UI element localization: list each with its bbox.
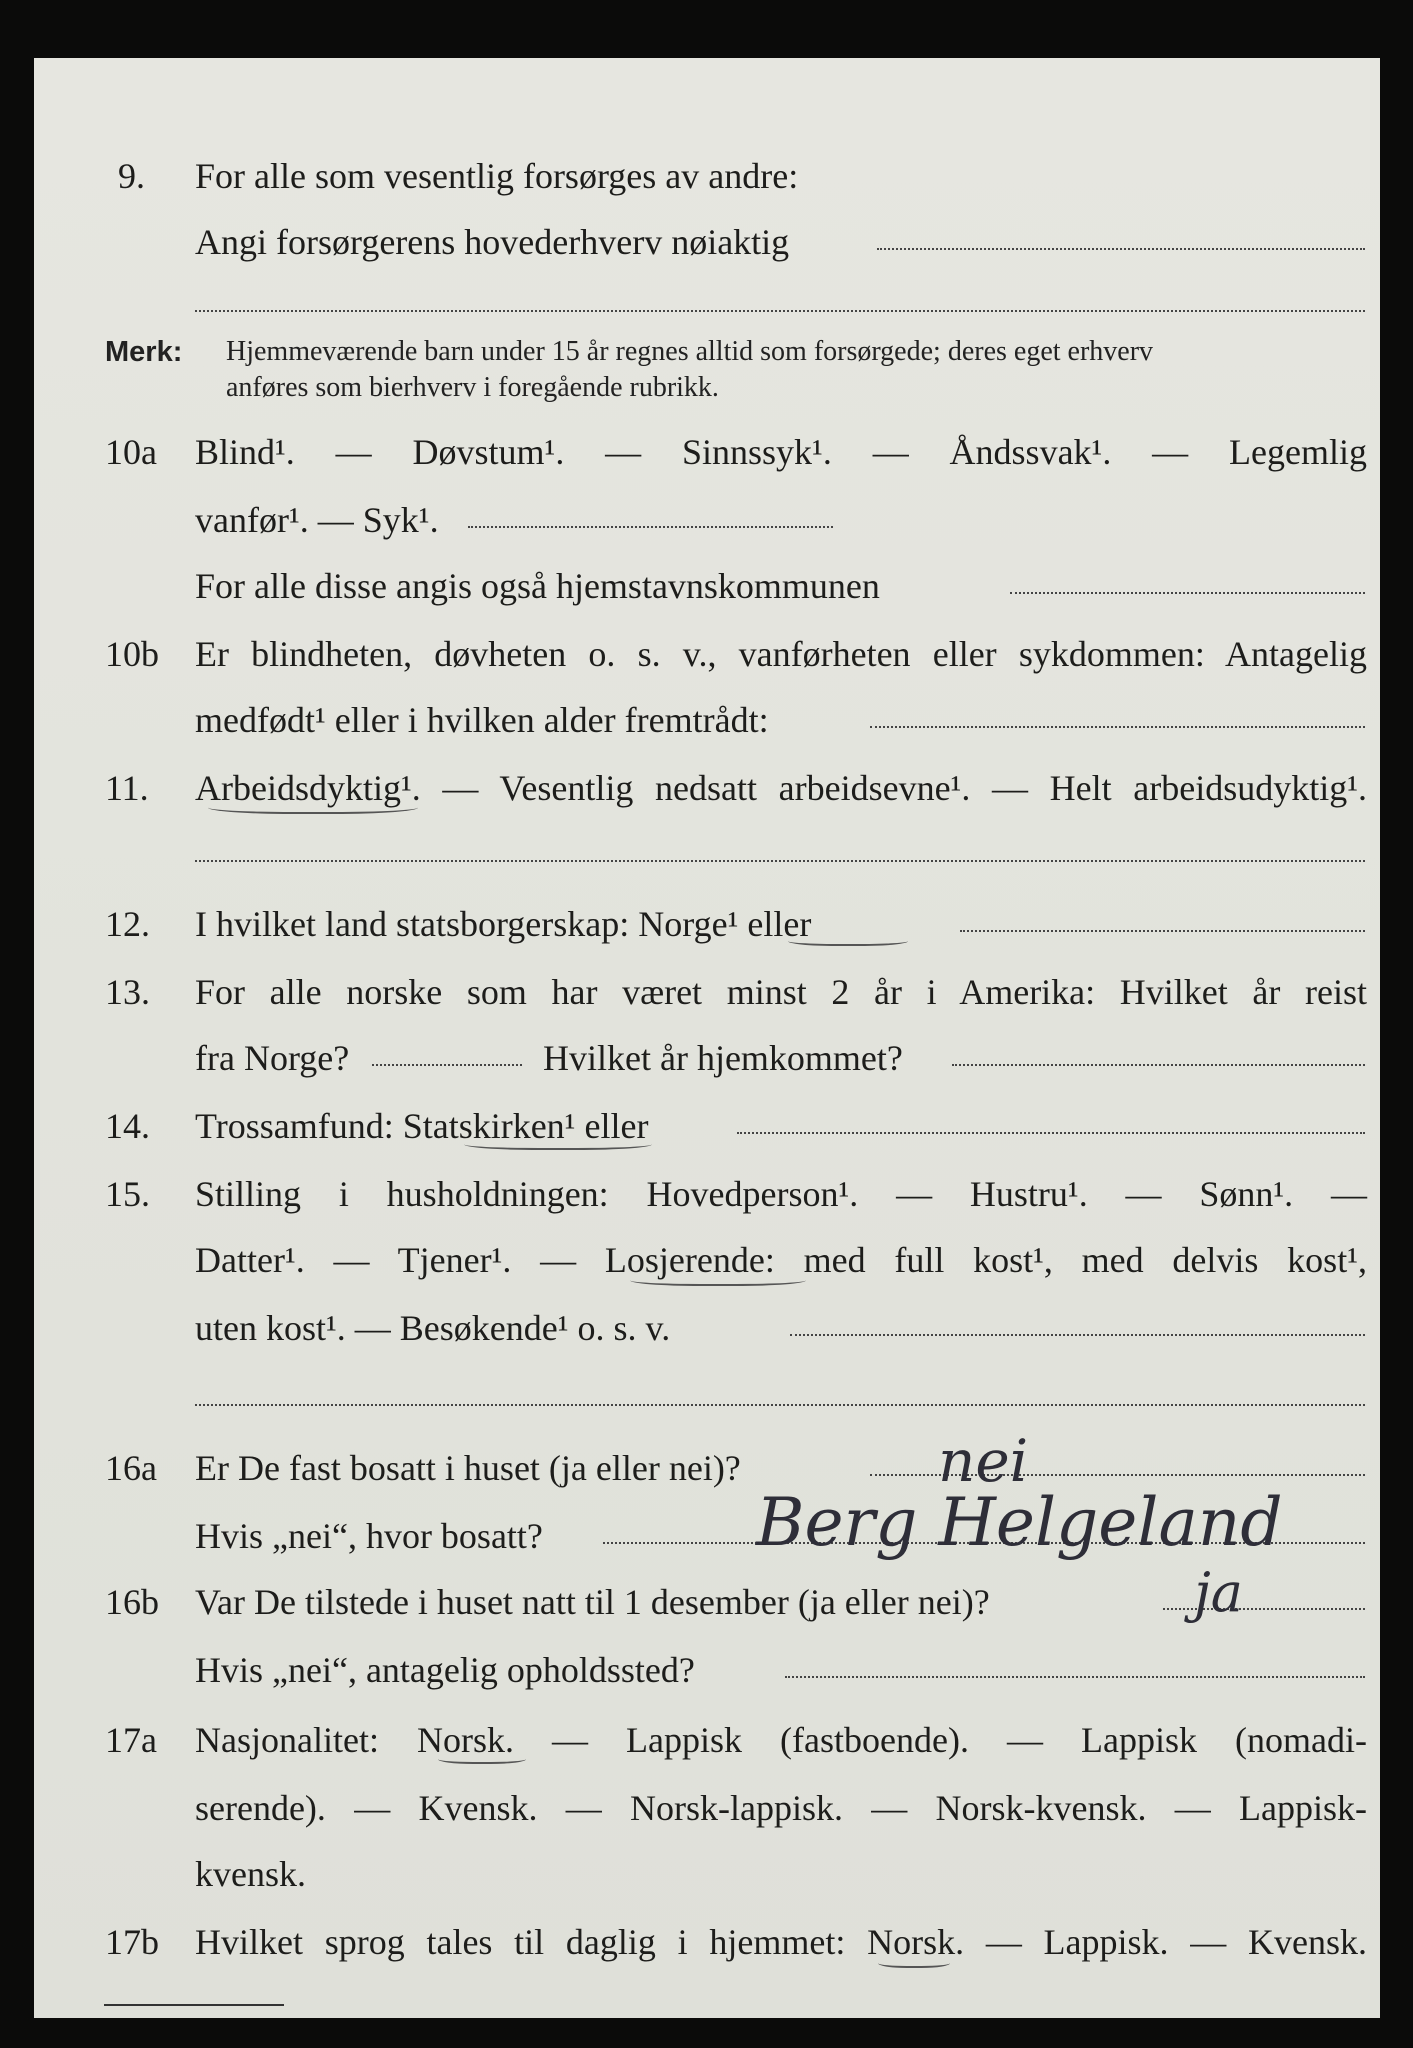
answer-line-12[interactable] (960, 930, 1365, 932)
item-number-16a: 16a (105, 1448, 157, 1488)
item-13-line-2a: fra Norge? (195, 1038, 350, 1078)
answer-line-16b-2[interactable] (785, 1676, 1365, 1678)
handwritten-underline-norge (788, 934, 908, 946)
answer-line-10a-2[interactable] (1010, 592, 1365, 594)
merk-line-2: anføres som bierhverv i foregående rubrikk. (226, 372, 719, 403)
item-13-line-1: For alle norske som har været minst 2 år i Amerika: Hvilket år reist (195, 972, 1367, 1012)
answer-line-15b[interactable] (195, 1404, 1365, 1406)
answer-line-11[interactable] (195, 860, 1365, 862)
item-number-17b: 17b (105, 1922, 159, 1962)
handwritten-underline-arbeidsdyktig (208, 798, 418, 814)
item-11-line-1: Arbeidsdyktig¹. — Vesentlig nedsatt arbeidsevne¹. — Helt arbeidsudyktig¹. (195, 768, 1367, 808)
answer-line-13a[interactable] (372, 1064, 522, 1066)
item-number-11: 11. (105, 768, 149, 808)
handwritten-answer-fast-bosatt: nei (938, 1427, 1029, 1495)
item-number-12: 12. (105, 904, 150, 944)
item-number-15: 15. (105, 1174, 150, 1214)
item-17b-line-1: Hvilket sprog tales til daglig i hjemmet: Norsk. — Lappisk. — Kvensk. (195, 1922, 1367, 1962)
item-10a-line-3: For alle disse angis også hjemstavnskommunen (195, 566, 880, 606)
item-15-line-3: uten kost¹. — Besøkende¹ o. s. v. (195, 1308, 671, 1348)
item-16b-line-2: Hvis „nei“, antagelig opholdssted? (195, 1650, 695, 1690)
merk-label: Merk: (105, 336, 183, 368)
handwritten-answer-tilstede: ja (1194, 1561, 1243, 1624)
item-17a-line-2: serende). — Kvensk. — Norsk-lappisk. — Norsk-kvensk. — Lappisk- (195, 1788, 1367, 1828)
item-13-line-2b: Hvilket år hjemkommet? (543, 1038, 903, 1078)
item-9-line-1: For alle som vesentlig forsørges av andre: (195, 156, 799, 196)
answer-line-9a[interactable] (877, 248, 1365, 250)
item-number-10b: 10b (105, 634, 159, 674)
item-10a-line-2: vanfør¹. — Syk¹. (195, 500, 439, 540)
handwritten-underline-norsk-1 (438, 1752, 526, 1764)
item-17a-line-1: Nasjonalitet: Norsk. — Lappisk (fastboende). — Lappisk (nomadi- (195, 1720, 1367, 1760)
item-number-9: 9. (118, 156, 145, 196)
item-10a-line-1: Blind¹. — Døvstum¹. — Sinnssyk¹. — Åndssvak¹. — Legemlig (195, 432, 1367, 472)
item-10b-line-2: medfødt¹ eller i hvilken alder fremtrådt: (195, 700, 769, 740)
item-number-13: 13. (105, 972, 150, 1012)
answer-line-10a-1[interactable] (468, 526, 833, 528)
item-number-10a: 10a (105, 432, 157, 472)
item-9-line-2: Angi forsørgerens hovederhverv nøiaktig (195, 222, 790, 262)
item-15-line-2: Datter¹. — Tjener¹. — Losjerende: med full kost¹, med delvis kost¹, (195, 1240, 1367, 1280)
answer-line-13b[interactable] (952, 1064, 1365, 1066)
item-number-16b: 16b (105, 1582, 159, 1622)
handwritten-answer-bosatt: Berg Helgeland (756, 1484, 1283, 1561)
item-number-17a: 17a (105, 1720, 157, 1760)
item-14-line-1: Trossamfund: Statskirken¹ eller (195, 1106, 649, 1146)
item-16a-line-1: Er De fast bosatt i huset (ja eller nei)? (195, 1448, 741, 1488)
handwritten-underline-losjerende (630, 1272, 806, 1286)
footnote-rule (104, 2004, 284, 2006)
handwritten-underline-norsk-2 (878, 1956, 950, 1968)
item-17a-line-3: kvensk. (195, 1854, 306, 1894)
item-10b-line-1: Er blindheten, døvheten o. s. v., vanførheten eller sykdommen: Antagelig (195, 634, 1367, 674)
answer-line-9b[interactable] (195, 310, 1365, 312)
answer-line-14[interactable] (737, 1132, 1365, 1134)
item-16a-line-2: Hvis „nei“, hvor bosatt? (195, 1516, 543, 1556)
item-number-14: 14. (105, 1106, 150, 1146)
answer-line-10b[interactable] (870, 726, 1365, 728)
handwritten-underline-statskirken (464, 1136, 652, 1150)
answer-line-15a[interactable] (790, 1334, 1365, 1336)
item-12-line-1: I hvilket land statsborgerskap: Norge¹ eller (195, 904, 812, 944)
item-16b-line-1: Var De tilstede i huset natt til 1 desember (ja eller nei)? (195, 1582, 990, 1622)
merk-line-1: Hjemmeværende barn under 15 år regnes alltid som forsørgede; deres eget erhverv (226, 336, 1154, 367)
item-15-line-1: Stilling i husholdningen: Hovedperson¹. — Hustru¹. — Sønn¹. — (195, 1174, 1367, 1214)
